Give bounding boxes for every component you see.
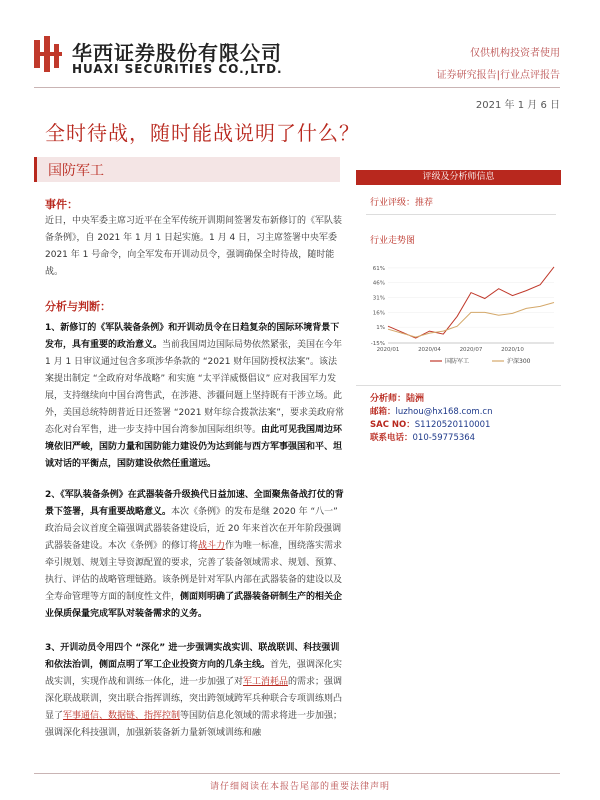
industry-trend-chart (360, 255, 560, 370)
rating-label: 行业评级： (370, 198, 416, 208)
point-1-tail: 由此可见我国周边环境依旧严峻，国防力量和国防能力建设仍为达到能与西方军事强国和平、坦诚对话的平衡点，国防建设依然任重道远。 (45, 425, 343, 469)
industry-rating (370, 195, 433, 208)
analyst-name: 陆洲 (406, 394, 425, 404)
footer-divider (34, 773, 560, 774)
analyst-line (370, 391, 424, 404)
report-date: 2021 年 1 月 6 日 (475, 100, 560, 111)
point-3-body-a: 首先，强调深化实战实训，实现作战和训练一体化，进一步加强了对 (45, 660, 343, 687)
point-3-lead: 3、开训动员令用四个 “深化” 进一步强调实战实训、联战联训、科技强训和依法治训，侧面点明了军工企业投资方向的几条主线。 (45, 643, 340, 670)
y-tick-label: 46% (372, 280, 385, 287)
company-name-cn: 华西证券股份有限公司 (72, 41, 282, 65)
rating-value: 推荐 (415, 198, 434, 208)
report-type: 证券研究报告|行业点评报告 (436, 70, 560, 81)
legal-notice-footer: 请仔细阅读在本报告尾部的重要法律声明 (209, 782, 390, 792)
analyst-email-link[interactable]: luzhou@hx168.com.cn (395, 407, 493, 417)
header-divider (34, 87, 560, 88)
highlight-informatization: 军事通信、数据链、指挥控制 (63, 711, 181, 721)
highlight-consumables: 军工消耗品 (243, 677, 289, 687)
y-tick-label: -15% (370, 341, 385, 347)
x-tick-label: 2020/01 (376, 347, 400, 353)
analysis-point-2 (45, 487, 345, 623)
x-tick-label: 2020/07 (459, 347, 483, 353)
y-tick-label: 31% (372, 295, 385, 302)
phone-label: 联系电话： (370, 433, 413, 443)
point-2-body-a: 本次《条例》的发布是继 2020 年 “八一” 政治局会议首度全篇强调武器装备建设后，近 20 年来首次在开年阶段强调武器装备建设。本次《条例》的修订将 (45, 507, 342, 551)
sidebar-divider (366, 214, 556, 215)
analysis-point-1 (45, 320, 345, 473)
trend-chart-title: 行业走势图 (370, 236, 416, 246)
y-tick-label: 61% (372, 265, 385, 272)
analysis-point-3 (45, 640, 345, 742)
point-2-lead: 2、《军队装备条例》在武器装备升级换代日益加速、全面聚焦备战打仗的背景下签署，具有重要战略意义。 (45, 490, 344, 517)
legend-label: 国防军工 (445, 358, 470, 365)
company-name-en: HUAXI SECURITIES CO.,LTD. (72, 62, 283, 76)
point-3-body-b: 的需求；强调深化联战联训，突出联合指挥训练，突出跨领域跨军兵种联合专项训练则凸显了 (45, 677, 343, 721)
event-heading: 事件： (45, 198, 78, 211)
x-tick-label: 2020/10 (501, 347, 524, 353)
point-1-body: 当前我国周边国际局势依然紧张，美国在今年 1 月 1 日审议通过包含多项涉华条款的 “2021 财年国防授权法案”。该法案提出制定 “全政府对华战略” 和实施 “太平洋威慑倡议” 应对我国军力发展，支持继续向中国台湾售武，在涉港、涉疆问题上坚持既有干涉立场。此外，美国总统特朗普近日还签署 “2021 财年综合拨款法案”，要求美政府常态化对台军售，进一步支持中国台湾参加国际组织等。 (45, 340, 344, 435)
series-line-1 (388, 303, 554, 338)
sidebar-divider-2 (356, 385, 561, 386)
x-tick-label: 2020/04 (418, 347, 441, 353)
y-tick-label: 1% (376, 325, 385, 332)
analyst-email-row (370, 405, 492, 417)
phone-number: 010-59775364 (412, 433, 476, 443)
report-title: 全时待战，随时能战说明了什么？ (45, 121, 360, 145)
phone-row (370, 431, 475, 443)
analysis-heading: 分析与判断： (45, 300, 111, 313)
email-label: 邮箱： (370, 407, 396, 417)
point-3-body-c: 等国防信息化领域的需求将进一步加强；强调深化科技强训，加强新装备新力量新领域训练和融 (45, 711, 343, 738)
legend-label: 沪深300 (507, 358, 531, 365)
sac-label: SAC NO： (370, 420, 415, 430)
point-2-tail: 侧面则明确了武器装备研制生产的相关企业保质保量完成军队对装备需求的义务。 (45, 592, 343, 619)
analyst-label: 分析师： (370, 394, 407, 404)
sidebar-header: 评级及分析师信息 (356, 170, 561, 185)
company-logo (34, 36, 68, 72)
point-1-lead: 1、新修订的《军队装备条例》和开训动员令在日趋复杂的国际环境背景下发布，具有重要的政治意义。 (45, 323, 340, 350)
y-tick-label: 16% (372, 310, 385, 317)
sac-number-row (370, 418, 490, 430)
sector-label: 国防军工 (48, 163, 104, 179)
point-2-body-b: 作为唯一标准，围绕落实需求牵引规划、规划主导资源配置的要求，完善了装备领域需求、规划、预算、执行、评估的战略管理链路。该条例是针对军队内部在武器装备的建设以及全寿命管理等方面的制度性文件， (45, 541, 343, 602)
event-paragraph: 近日，中央军委主席习近平在全军传统开训期间签署发布新修订的《军队装备条例》，自 2021 年 1 月 1 日起实施。1 月 4 日，习主席签署中央军委 2021 年 1 号命令，向全军发布开训动员令，强调确保全时待战，随时能战。 (45, 216, 343, 277)
sac-number: S1120520110001 (414, 420, 491, 430)
highlight-combat-power: 战斗力 (198, 541, 226, 551)
audience-note: 仅供机构投资者使用 (470, 48, 560, 59)
